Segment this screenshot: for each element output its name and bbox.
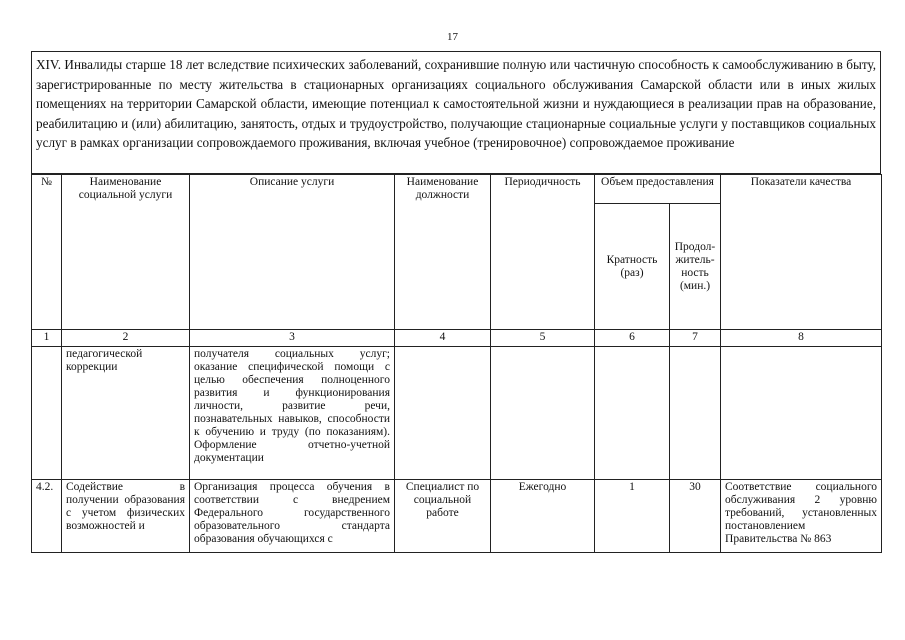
header-description: Описание услуги bbox=[190, 175, 395, 330]
header-duration: Продол-житель-ность (мин.) bbox=[670, 204, 721, 330]
cell-duration: 30 bbox=[670, 480, 721, 553]
header-quality: Показатели качества bbox=[721, 175, 882, 330]
column-number: 8 bbox=[721, 330, 882, 347]
services-table bbox=[31, 174, 882, 553]
cell-num bbox=[32, 347, 62, 480]
column-number: 2 bbox=[62, 330, 190, 347]
column-number: 1 bbox=[32, 330, 62, 347]
header-num: № bbox=[32, 175, 62, 330]
column-number-row bbox=[32, 330, 882, 347]
cell-periodicity: Ежегодно bbox=[491, 480, 595, 553]
section-heading-text: XIV. Инвалиды старше 18 лет вследствие психических заболеваний, сохранившие полную или частичную способность к самообслуживанию в быту, зарегистрированные по месту жительства в стационарных организациях социального обслуживания Самарской области или в иных жилых помещениях на территории Самарской области, имеющие потенциал к самостоятельной жизни и нуждающиеся в реализации прав на образование, реабилитацию и (или) абилитацию, занятость, отдых и трудоустройство, получающие стационарные социальные услуги у поставщиков социальных услуг в рамках организации сопровождаемого проживания, включая учебное (тренировочное) сопровождаемое проживание bbox=[36, 57, 876, 151]
header-service-name: Наименование социальной услуги bbox=[62, 175, 190, 330]
cell-position: Специалист по социальной работе bbox=[395, 480, 491, 553]
header-row bbox=[32, 175, 882, 204]
header-periodicity: Периодичность bbox=[491, 175, 595, 330]
cell-description: Организация процесса обучения в соответствии с внедрением Федерального государственного образовательного стандарта образования обучающихся с bbox=[190, 480, 395, 553]
cell-frequency bbox=[595, 347, 670, 480]
column-number: 5 bbox=[491, 330, 595, 347]
column-number: 7 bbox=[670, 330, 721, 347]
cell-service-name: педагогической коррекции bbox=[62, 347, 190, 480]
cell-position bbox=[395, 347, 491, 480]
page-number: 17 bbox=[447, 31, 458, 43]
column-number: 4 bbox=[395, 330, 491, 347]
header-frequency: Кратность (раз) bbox=[595, 204, 670, 330]
table-row bbox=[32, 480, 882, 553]
cell-periodicity bbox=[491, 347, 595, 480]
cell-quality bbox=[721, 347, 882, 480]
section-heading bbox=[31, 51, 881, 174]
cell-frequency: 1 bbox=[595, 480, 670, 553]
column-number: 6 bbox=[595, 330, 670, 347]
cell-quality: Соответствие социального обслуживания 2 уровню требований, установленных постановлением Правительства № 863 bbox=[721, 480, 882, 553]
cell-num: 4.2. bbox=[32, 480, 62, 553]
header-volume: Объем предоставления bbox=[595, 175, 721, 204]
cell-duration bbox=[670, 347, 721, 480]
cell-service-name: Содействие в получении образования с учетом физических возможностей и bbox=[62, 480, 190, 553]
column-number: 3 bbox=[190, 330, 395, 347]
header-position: Наименование должности bbox=[395, 175, 491, 330]
table-row bbox=[32, 347, 882, 480]
cell-description: получателя социальных услуг; оказание специфической помощи с целью обеспечения полноценного развития и функционирования личности, развитие речи, познавательных навыков, способности к обучению и труду (по показаниям). Оформление отчетно-учетной документации bbox=[190, 347, 395, 480]
